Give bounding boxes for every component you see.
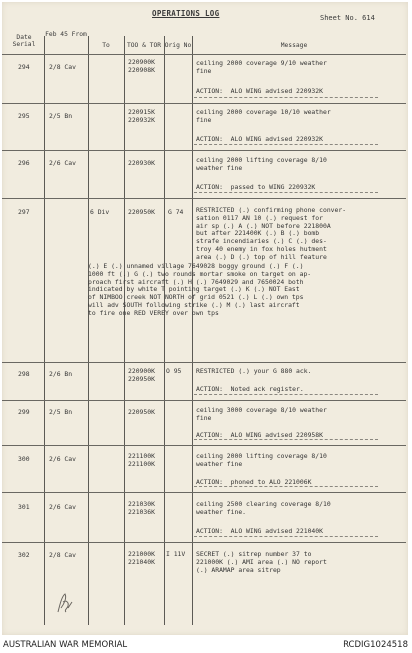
entry-serial: 298: [18, 370, 30, 378]
entry-action: ACTION: phoned to ALO 221006K: [196, 478, 312, 486]
sheet-number: Sheet No. 614: [320, 14, 375, 22]
column-rule: [124, 36, 125, 625]
entry-orig-no: I 11V: [166, 550, 186, 558]
column-rule: [88, 36, 89, 625]
entry-from: 2/6 Cav: [49, 159, 76, 167]
footer-reference: RCDIG1024518: [343, 640, 408, 650]
entry-action: ACTION: ALO WING advised 220958K: [196, 431, 323, 439]
entry-times: 221100K 221100K: [128, 452, 155, 468]
entry-message: RESTRICTED (.) your G 880 ack.: [196, 367, 312, 375]
entry-serial: 302: [18, 551, 30, 559]
entry-message-continuation: (.) E (.) unnamed village 7649028 boggy ground (.) F (.) 1000 ft (.) G (.) two rounds mortar smoke on target on ap- proach first aircraft (.) H (.) 7649029 and 7650024 both indicated by white T pointing target (.) K (.) NOT East of NIMBOO creek NOT NORTH of grid 0521 (.) L (.) own tps will adv SOUTH following strike (.) M (.) last aircraft to fire one RED VEREY over own tps: [88, 262, 312, 317]
entry-message: ceiling 2000 lifting coverage 8/10 weather fine: [196, 156, 327, 172]
header-message: Message: [280, 42, 308, 49]
header-too-tor: TOO & TOR: [126, 42, 162, 49]
row-rule: [2, 198, 406, 199]
entry-message: ceiling 2000 coverage 10/10 weather fine: [196, 108, 331, 124]
entry-from: 2/8 Cav: [49, 551, 76, 559]
row-rule: [2, 362, 406, 363]
entry-serial: 296: [18, 159, 30, 167]
row-rule: [2, 492, 406, 493]
action-rule: [194, 439, 378, 440]
row-rule: [2, 400, 406, 401]
log-sheet: [2, 2, 408, 635]
entry-orig-no: O 95: [166, 367, 182, 375]
entry-times: 221030K 221036K: [128, 500, 155, 516]
entry-times: 221000K 221040K: [128, 550, 155, 566]
row-rule: [2, 542, 406, 543]
entry-message: RESTRICTED (.) confirming phone conver- sation 0117 AN 10 (.) request for air sp (.) A (.) NOT before 221800A but after 221400K (.) B (.) bomb strafe incendiaries (.) C (.) des- troy 40 enemy in fox holes hutment area (.) D (.) top of hill feature: [196, 206, 347, 261]
entry-message: SECRET (.) sitrep number 37 to 221000K (.) AMI area (.) NO report (.) ARAMAP area sitrep: [196, 550, 327, 574]
entry-times: 220930K: [128, 159, 155, 167]
entry-serial: 301: [18, 503, 30, 511]
entry-from: 2/5 Bn: [49, 408, 73, 416]
entry-action: ACTION: passed to WING 220932K: [196, 183, 316, 191]
entry-from: 2/5 Bn: [49, 112, 73, 120]
entry-to: 6 Div: [90, 208, 110, 216]
action-rule: [194, 144, 378, 145]
page-title: OPERATIONS LOG: [152, 9, 220, 18]
entry-orig-no: G 74: [168, 208, 184, 216]
entry-action: ACTION: Noted ack register.: [196, 385, 304, 393]
entry-serial: 300: [18, 455, 30, 463]
entry-message: ceiling 2000 coverage 9/10 weather fine: [196, 59, 327, 75]
entry-message: ceiling 2500 clearing coverage 8/10 weather fine.: [196, 500, 331, 516]
entry-action: ACTION: ALO WING advised 220932K: [196, 135, 323, 143]
column-rule: [192, 36, 193, 625]
entry-times: 220900K 220908K: [128, 58, 155, 74]
entry-serial: 299: [18, 408, 30, 416]
action-rule: [194, 192, 378, 193]
action-rule: [194, 394, 378, 395]
row-rule: [2, 103, 406, 104]
header-to: To: [102, 42, 110, 49]
entry-times: 220950K: [128, 408, 155, 416]
header-rule: [2, 54, 406, 55]
column-rule: [164, 36, 165, 625]
header-date-serial: Date Serial: [12, 34, 36, 48]
action-rule: [194, 97, 378, 98]
entry-serial: 295: [18, 112, 30, 120]
archive-footer: [0, 636, 412, 653]
footer-institution: AUSTRALIAN WAR MEMORIAL: [3, 640, 128, 650]
handwritten-initials: [54, 590, 76, 616]
entry-message: ceiling 3000 coverage 8/10 weather fine: [196, 406, 327, 422]
header-orig-no: Orig No: [164, 42, 192, 49]
action-rule: [194, 536, 378, 537]
entry-message: ceiling 2000 lifting coverage 8/10 weather fine: [196, 452, 327, 468]
entry-from: 2/6 Cav: [49, 455, 76, 463]
action-rule: [194, 486, 378, 487]
entry-from: 2/6 Cav: [49, 503, 76, 511]
entry-action: ACTION: ALO WING advised 221040K: [196, 527, 323, 535]
row-rule: [2, 445, 406, 446]
header-from: Feb 45 From: [45, 31, 87, 38]
entry-serial: 294: [18, 63, 30, 71]
entry-times: 220915K 220932K: [128, 108, 155, 124]
entry-serial: 297: [18, 208, 30, 216]
entry-times: 220900K 220950K: [128, 367, 155, 383]
entry-from: 2/6 Bn: [49, 370, 73, 378]
row-rule: [2, 150, 406, 151]
entry-times: 220950K: [128, 208, 155, 216]
entry-from: 2/8 Cav: [49, 63, 76, 71]
column-rule: [44, 36, 45, 625]
entry-action: ACTION: ALO WING advised 220932K: [196, 87, 323, 95]
